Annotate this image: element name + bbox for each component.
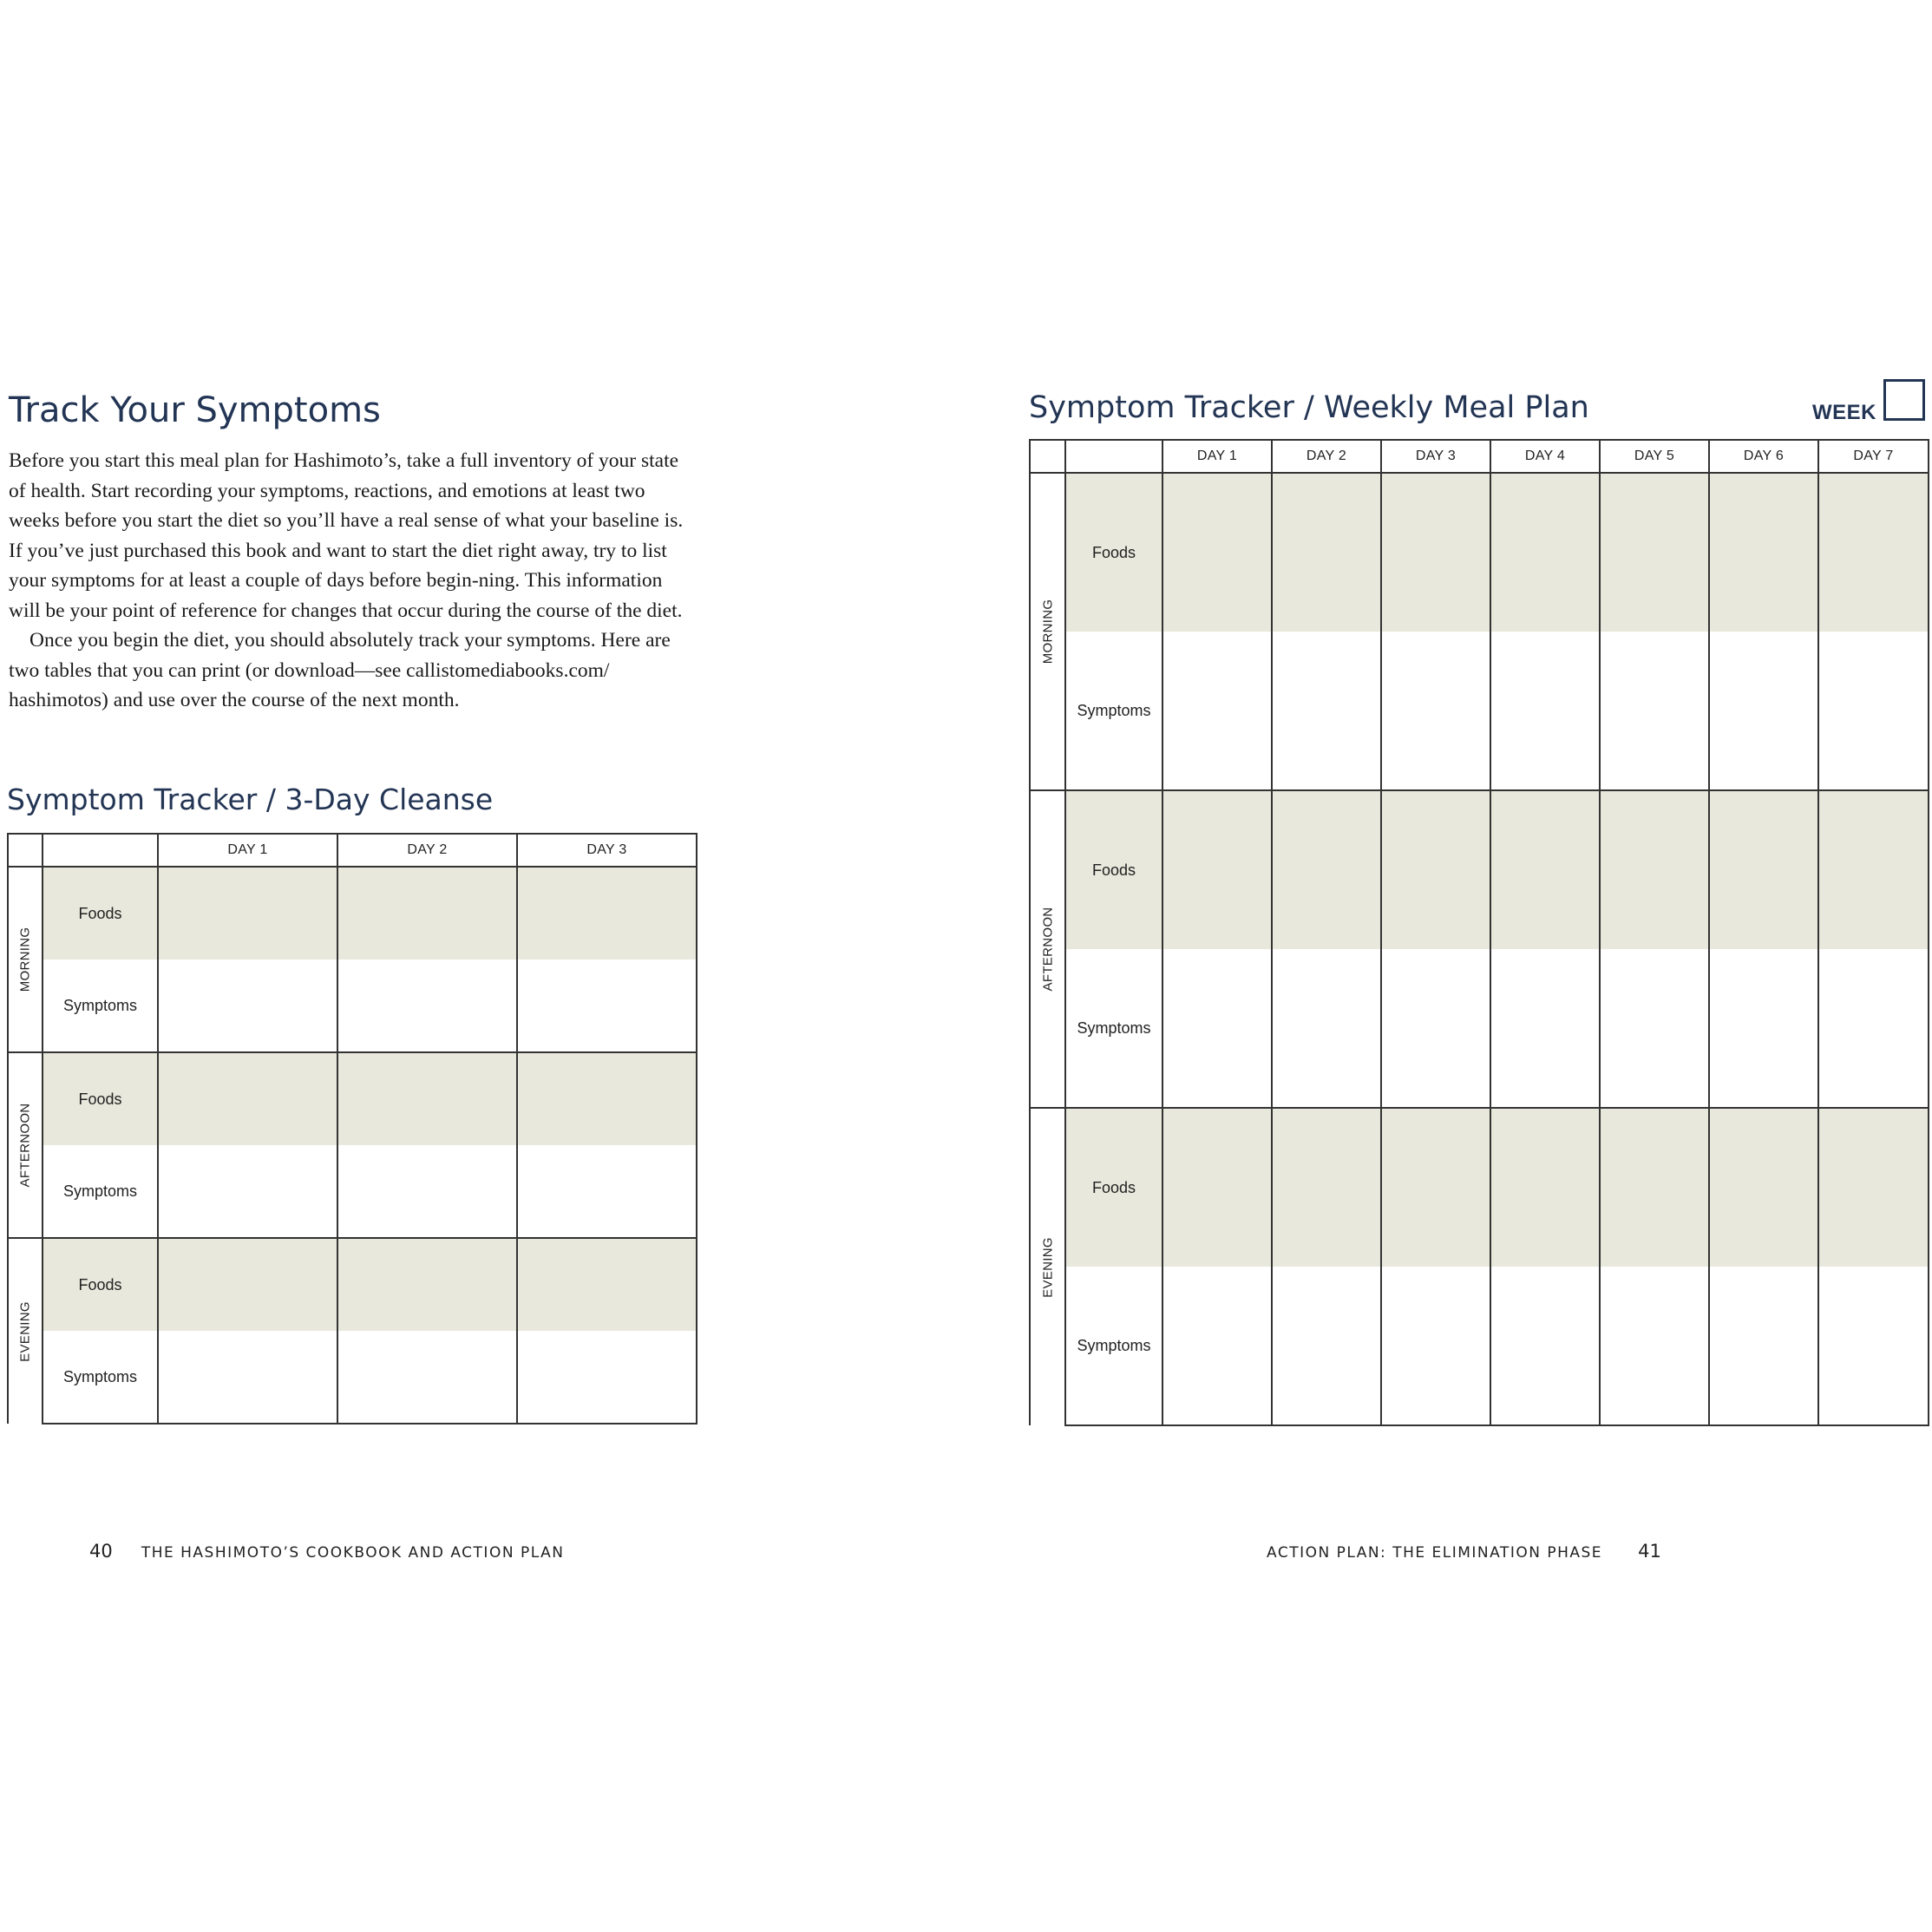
weekly-table-title: Symptom Tracker / Weekly Meal Plan bbox=[1029, 390, 1589, 425]
entry-cell[interactable] bbox=[517, 959, 697, 1052]
entry-cell[interactable] bbox=[1381, 1267, 1490, 1425]
row-label: Symptoms bbox=[1065, 632, 1162, 790]
entry-cell[interactable] bbox=[1162, 790, 1272, 949]
week-label: WEEK bbox=[1812, 401, 1876, 424]
entry-cell[interactable] bbox=[1490, 632, 1600, 790]
weekly-tracker-table bbox=[1029, 439, 1929, 1426]
row-label: Foods bbox=[1065, 790, 1162, 949]
entry-cell[interactable] bbox=[158, 867, 337, 959]
period-label: EVENING bbox=[1040, 1236, 1055, 1298]
row-label: Symptoms bbox=[1065, 949, 1162, 1108]
entry-cell[interactable] bbox=[337, 1238, 517, 1331]
day-header: DAY 4 bbox=[1490, 440, 1600, 473]
table-row bbox=[8, 1052, 697, 1145]
day-header: DAY 3 bbox=[1381, 440, 1490, 473]
entry-cell[interactable] bbox=[1818, 632, 1929, 790]
day-header: DAY 7 bbox=[1818, 440, 1929, 473]
running-title: THE HASHIMOTO’S COOKBOOK AND ACTION PLAN bbox=[141, 1544, 565, 1562]
entry-cell[interactable] bbox=[1600, 1108, 1709, 1267]
table-row bbox=[1030, 949, 1929, 1108]
period-label-cell bbox=[1030, 790, 1065, 1108]
entry-cell[interactable] bbox=[517, 1145, 697, 1238]
day-header: DAY 3 bbox=[517, 834, 697, 867]
page-title: Track Your Symptoms bbox=[9, 390, 381, 430]
entry-cell[interactable] bbox=[158, 1238, 337, 1331]
entry-cell[interactable] bbox=[158, 1145, 337, 1238]
page-number: 41 bbox=[1638, 1541, 1661, 1562]
intro-paragraph: Before you start this meal plan for Hashimoto’s, take a full inventory of your state of health. Start recording your symptoms, reactions, and emotions at least two weeks before you start the diet so you’ll have a real sense of what your baseline is. If you’ve just purchased this book and want to start the diet right away, try to list your symptoms for at least a couple of days before begin-ning. This information will be your point of reference for changes that occur during the course of the diet. bbox=[9, 449, 684, 622]
entry-cell[interactable] bbox=[1818, 949, 1929, 1108]
entry-cell[interactable] bbox=[1709, 949, 1818, 1108]
entry-cell[interactable] bbox=[1272, 949, 1381, 1108]
entry-cell[interactable] bbox=[1272, 1108, 1381, 1267]
period-label: MORNING bbox=[1040, 599, 1055, 665]
entry-cell[interactable] bbox=[1381, 473, 1490, 632]
table-row bbox=[8, 867, 697, 959]
period-label: AFTERNOON bbox=[17, 1103, 33, 1188]
table-row bbox=[8, 1145, 697, 1238]
entry-cell[interactable] bbox=[1709, 1108, 1818, 1267]
table-row bbox=[8, 959, 697, 1052]
entry-cell[interactable] bbox=[1272, 473, 1381, 632]
entry-cell[interactable] bbox=[517, 867, 697, 959]
period-label-cell bbox=[1030, 1108, 1065, 1425]
entry-cell[interactable] bbox=[1162, 632, 1272, 790]
entry-cell[interactable] bbox=[337, 1145, 517, 1238]
corner-cell bbox=[1030, 440, 1065, 473]
entry-cell[interactable] bbox=[1272, 1267, 1381, 1425]
entry-cell[interactable] bbox=[158, 1052, 337, 1145]
entry-cell[interactable] bbox=[1600, 790, 1709, 949]
row-label: Symptoms bbox=[43, 1331, 158, 1424]
entry-cell[interactable] bbox=[1490, 1267, 1600, 1425]
day-header: DAY 2 bbox=[1272, 440, 1381, 473]
left-footer bbox=[89, 1541, 564, 1562]
entry-cell[interactable] bbox=[1162, 473, 1272, 632]
day-header: DAY 6 bbox=[1709, 440, 1818, 473]
table-row bbox=[1030, 473, 1929, 632]
period-label-cell bbox=[8, 867, 43, 1052]
entry-cell[interactable] bbox=[337, 1331, 517, 1424]
table-row bbox=[8, 1331, 697, 1424]
day-header: DAY 2 bbox=[337, 834, 517, 867]
entry-cell[interactable] bbox=[1490, 473, 1600, 632]
entry-cell[interactable] bbox=[1272, 790, 1381, 949]
entry-cell[interactable] bbox=[1162, 1108, 1272, 1267]
table-row bbox=[1030, 1267, 1929, 1425]
header-row bbox=[8, 834, 697, 867]
entry-cell[interactable] bbox=[1490, 790, 1600, 949]
period-label: AFTERNOON bbox=[1040, 907, 1055, 992]
entry-cell[interactable] bbox=[1709, 632, 1818, 790]
entry-cell[interactable] bbox=[1162, 949, 1272, 1108]
corner-cell bbox=[8, 834, 43, 867]
entry-cell[interactable] bbox=[1818, 790, 1929, 949]
entry-cell[interactable] bbox=[1272, 632, 1381, 790]
table-row bbox=[8, 1238, 697, 1331]
table-row bbox=[1030, 632, 1929, 790]
period-label-cell bbox=[1030, 473, 1065, 790]
row-label: Foods bbox=[1065, 1108, 1162, 1267]
day-header: DAY 5 bbox=[1600, 440, 1709, 473]
header-row bbox=[1030, 440, 1929, 473]
right-page bbox=[966, 0, 1932, 1932]
entry-cell[interactable] bbox=[1818, 1108, 1929, 1267]
entry-cell[interactable] bbox=[1381, 790, 1490, 949]
day-header: DAY 1 bbox=[1162, 440, 1272, 473]
period-label: MORNING bbox=[17, 927, 33, 992]
entry-cell[interactable] bbox=[337, 1052, 517, 1145]
entry-cell[interactable] bbox=[158, 1331, 337, 1424]
running-title: ACTION PLAN: THE ELIMINATION PHASE bbox=[1267, 1544, 1603, 1562]
entry-cell[interactable] bbox=[1709, 790, 1818, 949]
right-footer bbox=[1267, 1541, 1661, 1562]
week-number-box[interactable] bbox=[1883, 379, 1925, 421]
entry-cell[interactable] bbox=[1600, 473, 1709, 632]
page-number: 40 bbox=[89, 1541, 113, 1562]
row-label: Symptoms bbox=[1065, 1267, 1162, 1425]
entry-cell[interactable] bbox=[1490, 949, 1600, 1108]
row-label: Foods bbox=[43, 1238, 158, 1331]
entry-cell[interactable] bbox=[1162, 1267, 1272, 1425]
entry-cell[interactable] bbox=[337, 867, 517, 959]
entry-cell[interactable] bbox=[1600, 949, 1709, 1108]
corner-cell bbox=[43, 834, 158, 867]
corner-cell bbox=[1065, 440, 1162, 473]
intro-text bbox=[9, 446, 694, 716]
entry-cell[interactable] bbox=[1709, 473, 1818, 632]
entry-cell[interactable] bbox=[1381, 1108, 1490, 1267]
row-label: Foods bbox=[1065, 473, 1162, 632]
table-row bbox=[1030, 790, 1929, 949]
cleanse-tracker-table bbox=[7, 833, 697, 1424]
entry-cell[interactable] bbox=[1600, 632, 1709, 790]
entry-cell[interactable] bbox=[158, 959, 337, 1052]
intro-paragraph: Once you begin the diet, you should absolutely track your symptoms. Here are two tables that you can print (or download—see callistomediabooks.com/ hashimotos) and use over the course of the next month. bbox=[9, 629, 671, 711]
entry-cell[interactable] bbox=[1818, 1267, 1929, 1425]
cleanse-table-title: Symptom Tracker / 3-Day Cleanse bbox=[7, 783, 494, 816]
entry-cell[interactable] bbox=[1381, 632, 1490, 790]
row-label: Symptoms bbox=[43, 1145, 158, 1238]
row-label: Foods bbox=[43, 867, 158, 959]
entry-cell[interactable] bbox=[517, 1052, 697, 1145]
entry-cell[interactable] bbox=[1381, 949, 1490, 1108]
period-label: EVENING bbox=[17, 1300, 33, 1362]
entry-cell[interactable] bbox=[517, 1238, 697, 1331]
entry-cell[interactable] bbox=[337, 959, 517, 1052]
period-label-cell bbox=[8, 1238, 43, 1424]
entry-cell[interactable] bbox=[517, 1331, 697, 1424]
row-label: Foods bbox=[43, 1052, 158, 1145]
entry-cell[interactable] bbox=[1818, 473, 1929, 632]
period-label-cell bbox=[8, 1052, 43, 1238]
day-header: DAY 1 bbox=[158, 834, 337, 867]
entry-cell[interactable] bbox=[1709, 1267, 1818, 1425]
row-label: Symptoms bbox=[43, 959, 158, 1052]
entry-cell[interactable] bbox=[1600, 1267, 1709, 1425]
table-row bbox=[1030, 1108, 1929, 1267]
entry-cell[interactable] bbox=[1490, 1108, 1600, 1267]
